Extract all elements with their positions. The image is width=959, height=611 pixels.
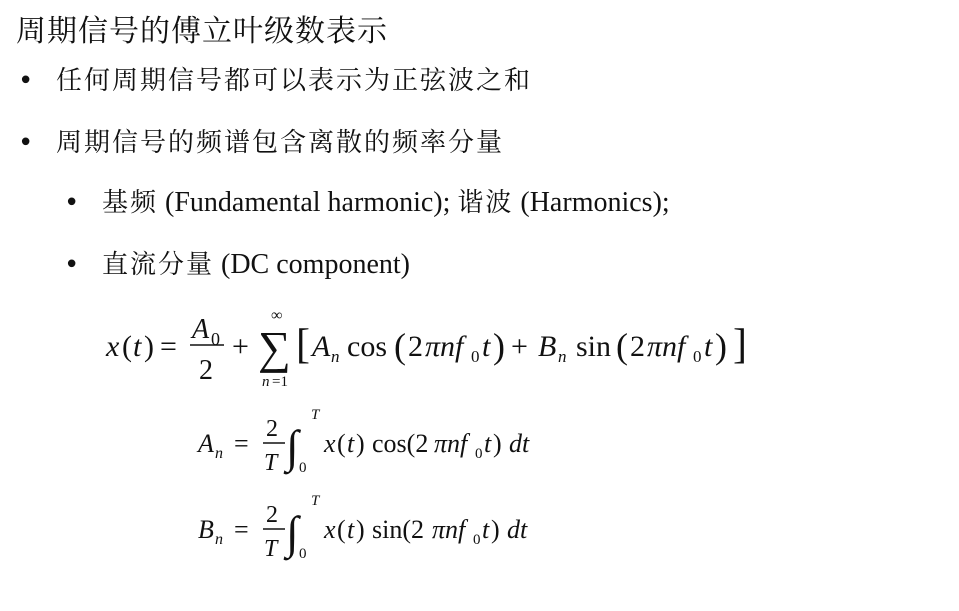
svg-text:(: (: [616, 326, 628, 366]
svg-text:πnf: πnf: [647, 330, 686, 363]
bullet-dot: •: [64, 188, 80, 218]
svg-text:t: t: [704, 330, 713, 363]
term-fundamental: 基频: [102, 188, 159, 218]
svg-text:x: x: [324, 429, 336, 458]
svg-text:πnf: πnf: [425, 330, 464, 363]
svg-text:n: n: [215, 445, 223, 462]
fourier-series-equation: [105, 307, 747, 390]
svg-text:0: 0: [211, 329, 220, 349]
svg-text:[: [: [296, 322, 310, 368]
svg-text:πnf: πnf: [434, 429, 468, 458]
svg-text:]: ]: [733, 322, 747, 368]
svg-text:): ): [493, 326, 505, 366]
svg-text:t: t: [484, 429, 492, 458]
svg-text:T: T: [311, 407, 320, 423]
svg-text:T: T: [264, 536, 278, 562]
svg-text:dt: dt: [507, 515, 528, 544]
bullet-dot: •: [18, 128, 34, 158]
svg-text:0: 0: [471, 347, 480, 366]
svg-text:t: t: [133, 330, 142, 363]
svg-text:0: 0: [473, 532, 481, 548]
svg-text:0: 0: [693, 347, 702, 366]
svg-text:∫: ∫: [286, 421, 299, 472]
svg-text:B: B: [538, 330, 557, 363]
svg-text:sin: sin: [576, 330, 612, 363]
svg-text:n: n: [331, 347, 340, 366]
svg-text:2: 2: [266, 502, 278, 528]
svg-text:2: 2: [266, 416, 278, 442]
svg-text:n: n: [262, 374, 270, 390]
svg-text:): ): [356, 429, 365, 458]
term-harmonics: 谐波: [457, 188, 514, 218]
svg-text:(: (: [337, 429, 346, 458]
svg-text:n: n: [558, 347, 567, 366]
term-dc: 直流分量: [102, 250, 215, 280]
svg-text:A: A: [198, 429, 214, 458]
svg-text:): ): [715, 326, 727, 366]
svg-text:=: =: [234, 429, 249, 458]
bullet-text: 周期信号的频谱包含离散的频率分量: [56, 128, 505, 158]
svg-text:2: 2: [199, 355, 213, 386]
svg-text:t: t: [347, 429, 355, 458]
svg-text:2: 2: [408, 330, 423, 363]
slide-title: 周期信号的傅立叶级数表示: [16, 14, 388, 49]
svg-text:): ): [491, 515, 500, 544]
svg-text:x: x: [106, 330, 120, 363]
svg-text:=1: =1: [272, 374, 288, 390]
svg-text:sin(2: sin(2: [372, 515, 424, 544]
svg-text:+: +: [511, 330, 528, 363]
term-dc-en: (DC component): [214, 249, 410, 280]
svg-text:0: 0: [299, 460, 307, 476]
svg-text:T: T: [264, 450, 278, 476]
svg-text:=: =: [160, 330, 177, 363]
svg-text:A: A: [192, 314, 210, 345]
svg-text:x: x: [324, 515, 336, 544]
svg-text:(: (: [337, 515, 346, 544]
svg-text:): ): [356, 515, 365, 544]
svg-text:0: 0: [299, 546, 307, 562]
svg-text:2: 2: [630, 330, 645, 363]
svg-text:cos: cos: [347, 330, 387, 363]
svg-text:0: 0: [475, 446, 483, 462]
svg-text:∫: ∫: [286, 507, 299, 558]
svg-text:dt: dt: [509, 429, 530, 458]
bullet-text: 任何周期信号都可以表示为正弦波之和: [56, 66, 533, 96]
svg-text:πnf: πnf: [432, 515, 466, 544]
svg-text:B: B: [198, 515, 214, 544]
svg-text:T: T: [311, 493, 320, 509]
svg-text:(: (: [394, 326, 406, 366]
term-harmonics-en: (Harmonics);: [513, 187, 670, 218]
svg-text:A: A: [312, 330, 331, 363]
svg-text:cos(2: cos(2: [372, 429, 429, 458]
bullet-dot: •: [64, 250, 80, 280]
svg-text:∑: ∑: [258, 322, 291, 373]
bullet-dot: •: [18, 66, 34, 96]
bn-coefficient-equation: [198, 493, 528, 562]
svg-text:t: t: [482, 330, 491, 363]
term-fundamental-en: (Fundamental harmonic);: [158, 187, 458, 218]
an-coefficient-equation: [196, 407, 530, 476]
svg-text:t: t: [347, 515, 355, 544]
svg-text:t: t: [482, 515, 490, 544]
svg-text:=: =: [234, 515, 249, 544]
svg-text:∞: ∞: [271, 307, 283, 324]
svg-text:): ): [493, 429, 502, 458]
svg-text:n: n: [215, 531, 223, 548]
svg-text:+: +: [232, 330, 249, 363]
svg-text:): ): [144, 330, 154, 363]
svg-text:(: (: [122, 330, 132, 363]
